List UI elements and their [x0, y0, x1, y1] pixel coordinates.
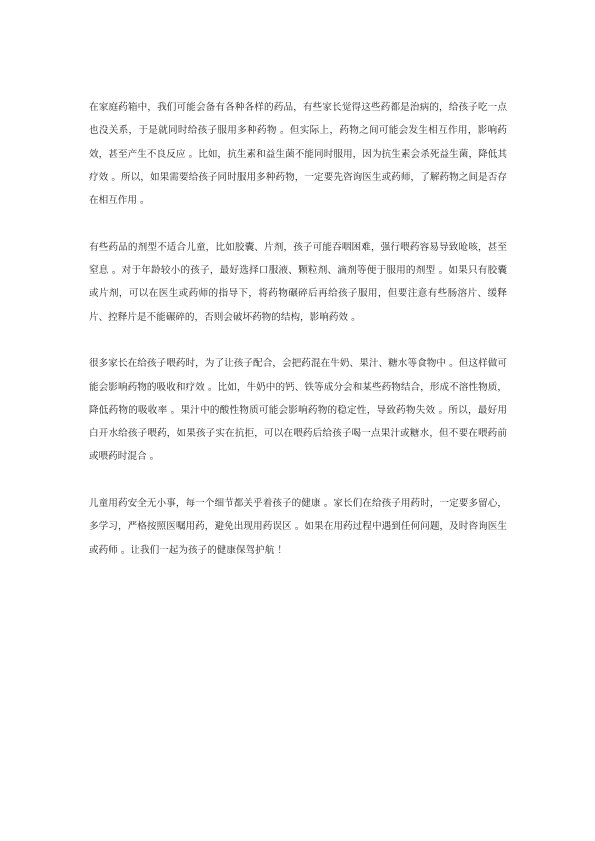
paragraph-mixing-with-food: 很多家长在给孩子喂药时，为了让孩子配合，会把药混在牛奶、果汁、糖水等食物中 。但这样做可能会影响药物的吸收和疗效 。比如，牛奶中的钙、铁等成分会和某些药物结合，形成不溶性物质，降低药物的吸收率 。果汁中的酸性物质可能会影响药物的稳定性，导致药物失效 。所以，最好用白开水给孩子喂药，如果孩子实在抗拒，可以在喂药后给孩子喝一点果汁或糖水，但不要在喂药前或喂药时混合 。: [89, 358, 507, 463]
paragraph-conclusion: 儿童用药安全无小事，每一个细节都关乎着孩子的健康 。家长们在给孩子用药时，一定要多留心，多学习，严格按照医嘱用药，避免出现用药误区 。如果在用药过程中遇到任何问题，及时咨询医生或药师 。让我们一起为孩子的健康保驾护航 ！: [89, 498, 507, 556]
document-body: [89, 96, 507, 585]
paragraph-dosage-forms: 有些药品的剂型不适合儿童，比如胶囊、片剂，孩子可能吞咽困难，强行喂药容易导致呛咳，甚至窒息 。对于年龄较小的孩子，最好选择口服液、颗粒剂、滴剂等便于服用的剂型 。如果只有胶囊或片剂，可以在医生或药师的指导下，将药物碾碎后再给孩子服用，但要注意有些肠溶片、缓释片、控释片是不能碾碎的，否则会破坏药物的结构，影响药效 。: [89, 241, 507, 323]
paragraph-drug-interactions: 在家庭药箱中，我们可能会备有各种各样的药品，有些家长觉得这些药都是治病的，给孩子吃一点也没关系，于是就同时给孩子服用多种药物 。但实际上，药物之间可能会发生相互作用，影响药效，甚至产生不良反应 。比如，抗生素和益生菌不能同时服用，因为抗生素会杀死益生菌，降低其疗效 。所以，如果需要给孩子同时服用多种药物，一定要先咨询医生或药师，了解药物之间是否存在相互作用 。: [89, 102, 507, 207]
